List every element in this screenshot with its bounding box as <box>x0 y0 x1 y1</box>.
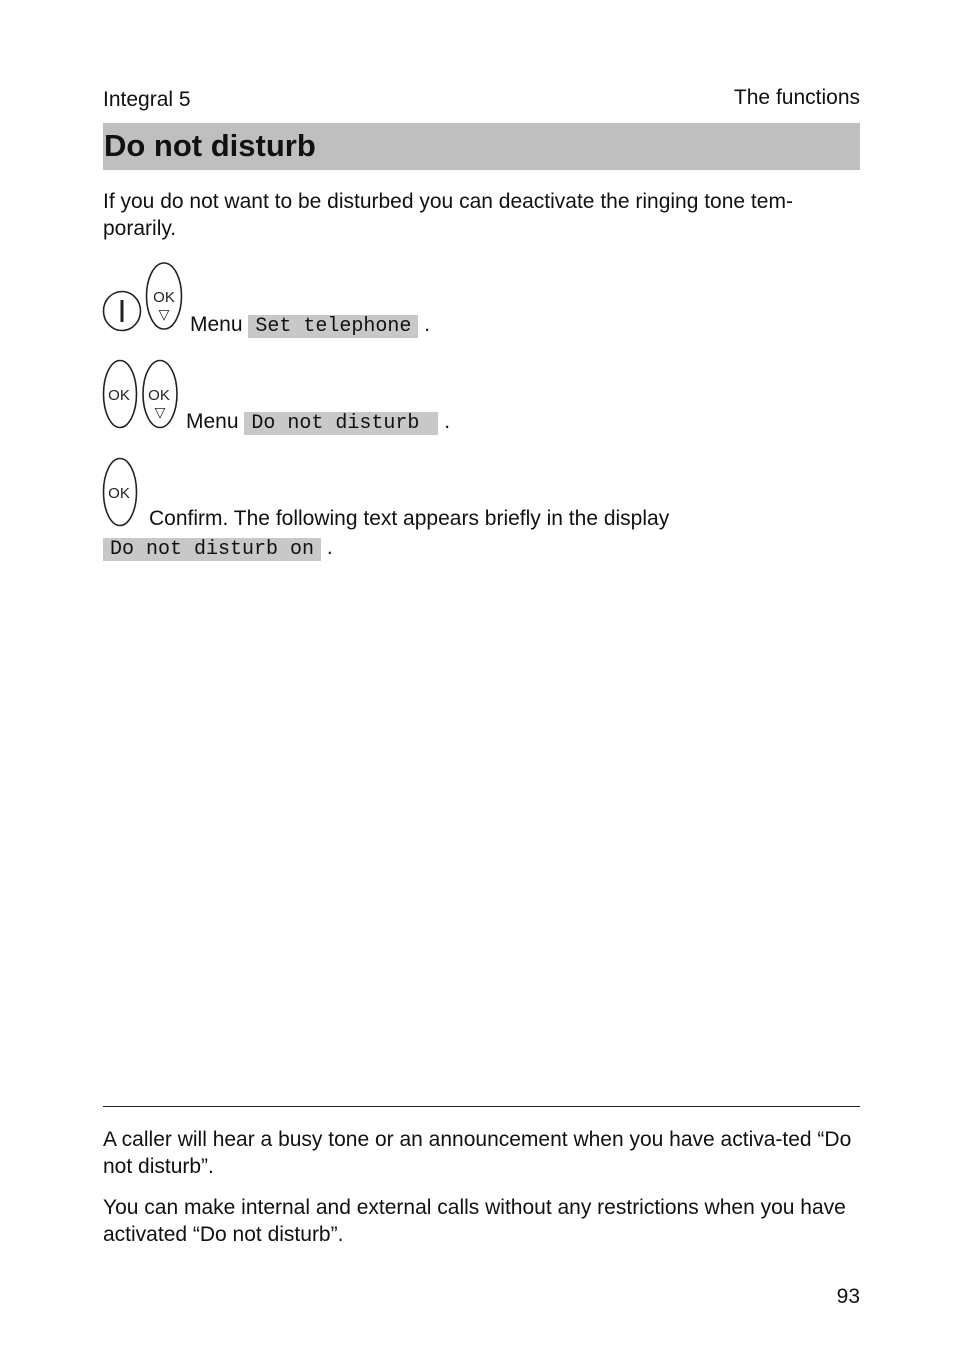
ok-down-key-icon <box>145 262 183 330</box>
ok-key-icon <box>102 359 138 429</box>
notes-divider <box>103 1106 860 1107</box>
intro-text: If you do not want to be disturbed you can deactivate the ringing tone tem-porarily. <box>103 190 793 240</box>
step-3-suffix: . <box>326 536 333 559</box>
display-set-telephone: Set telephone <box>248 315 418 338</box>
ok-key-icon <box>102 457 138 527</box>
step-2-suffix: . <box>444 410 451 433</box>
page-number: 93 <box>836 1285 860 1308</box>
down-arrow-label: ▽ <box>154 405 166 421</box>
step-1-suffix: . <box>424 313 431 336</box>
display-do-not-disturb: Do not disturb <box>244 412 438 435</box>
title-bar <box>103 123 860 170</box>
ok-key-label: OK <box>108 387 130 404</box>
header-section: The functions <box>733 86 860 109</box>
header-product: Integral 5 <box>103 88 191 111</box>
ok-key-label: OK <box>148 387 170 404</box>
down-arrow-label: ▽ <box>158 307 170 323</box>
display-do-not-disturb-on: Do not disturb on <box>103 538 321 561</box>
step-1-line <box>190 313 430 338</box>
step-3-display-line <box>103 536 333 561</box>
ok-down-key-icon <box>141 359 179 429</box>
ok-key-label: OK <box>153 289 175 306</box>
page-title: Do not disturb <box>104 128 316 163</box>
step-1-prefix: Menu <box>190 313 243 336</box>
step-2-prefix: Menu <box>186 410 239 433</box>
ok-key-label: OK <box>108 485 130 502</box>
step-2-line <box>186 410 450 435</box>
step-3-text: Confirm. The following text appears briefly in the display <box>149 507 670 530</box>
menu-key-icon <box>102 290 142 332</box>
note-calls-allowed: You can make internal and external calls without any restrictions when you have activated “Do not disturb”. <box>103 1196 846 1246</box>
intro-paragraph <box>103 188 860 242</box>
note-busy-tone: A caller will hear a busy tone or an announcement when you have activa-ted “Do not disturb”. <box>103 1128 852 1178</box>
